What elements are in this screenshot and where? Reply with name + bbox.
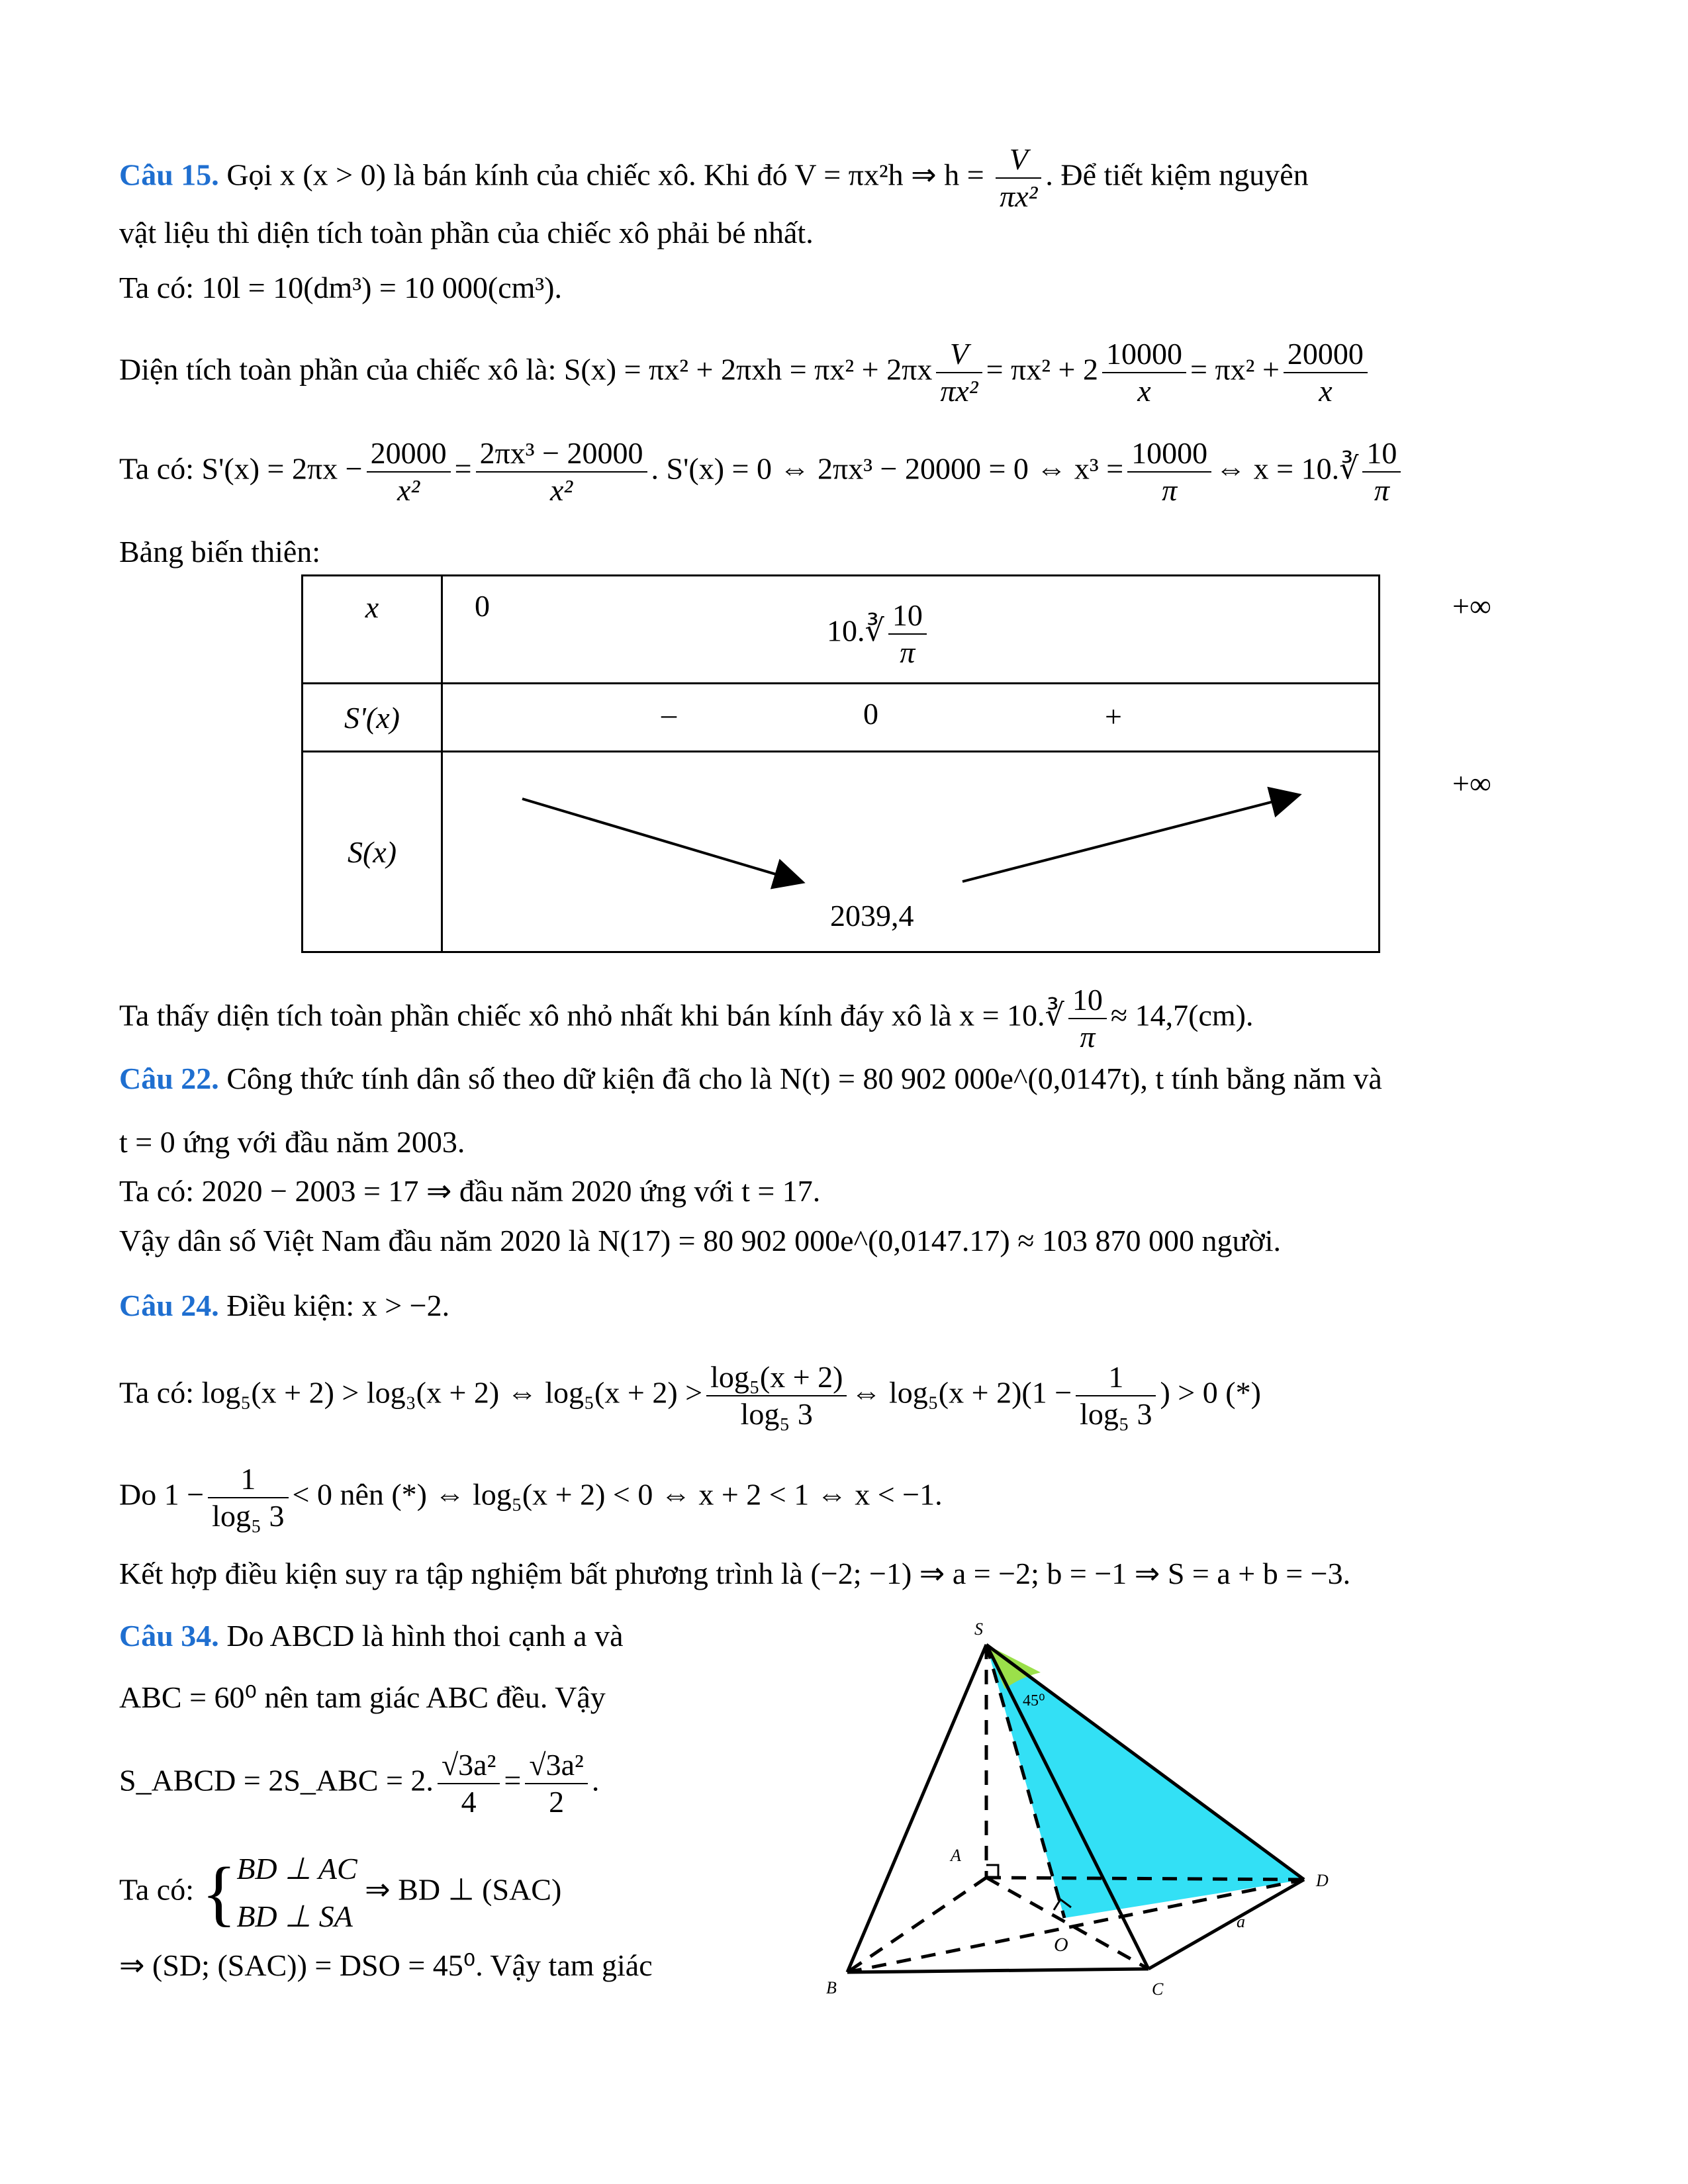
table-cell-x-values bbox=[442, 576, 1491, 684]
frac bbox=[1068, 982, 1107, 1055]
table-cell-func-values bbox=[442, 752, 1491, 952]
x-infinity: +∞ bbox=[1452, 589, 1491, 623]
increasing-arrow bbox=[962, 796, 1297, 882]
decreasing-arrow bbox=[522, 799, 800, 882]
q22-text1: Công thức tính dân số theo dữ kiện đã cho là N(t) = 80 902 000e^(0,0147t), t tính bằng năm và bbox=[226, 1062, 1382, 1095]
q34-line2: ABC = 60⁰ nên tam giác ABC đều. Vậy bbox=[119, 1680, 606, 1714]
frac-num: V bbox=[936, 336, 982, 373]
frac-den: log₅ 3 bbox=[740, 1397, 813, 1431]
table-cell-deriv-values bbox=[442, 684, 1380, 752]
frac-num: 10000 bbox=[1127, 435, 1211, 473]
q34-line1 bbox=[119, 1616, 624, 1656]
q24-l2c: ) > 0 (*) bbox=[1160, 1375, 1261, 1410]
q15-line7 bbox=[119, 982, 1253, 1055]
frac-num: 2πx³ − 20000 bbox=[476, 435, 647, 473]
sign-minus: – bbox=[661, 697, 677, 731]
right-angle-A bbox=[986, 1865, 998, 1878]
system-eq2: BD ⊥ SA bbox=[236, 1899, 353, 1933]
q15-line3: Ta có: 10l = 10(dm³) = 10 000(cm³). bbox=[119, 271, 562, 304]
label-D: D bbox=[1316, 1871, 1329, 1890]
frac bbox=[1284, 336, 1368, 409]
q15-l5a: Ta có: S'(x) = 2πx − bbox=[119, 451, 363, 486]
q24-l2b: ⇔ log₅(x + 2)(1 − bbox=[851, 1375, 1072, 1410]
frac-den: 4 bbox=[461, 1785, 477, 1819]
frac-den: x² bbox=[549, 473, 573, 507]
frac bbox=[1127, 435, 1211, 508]
frac-num: log₅(x + 2) bbox=[706, 1359, 847, 1396]
table-cell-x-header bbox=[303, 576, 442, 684]
variation-arrows bbox=[443, 752, 1383, 951]
frac bbox=[706, 1359, 847, 1432]
table-row-derivative bbox=[303, 684, 1380, 752]
frac-num: √3a² bbox=[525, 1747, 587, 1784]
q34-l3a: S_ABCD = 2S_ABC = 2. bbox=[119, 1763, 434, 1797]
table-cell-func-header bbox=[303, 752, 442, 952]
frac-den: log₅ 3 bbox=[212, 1499, 285, 1533]
q15-text1-end: . Để tiết kiệm nguyên bbox=[1045, 158, 1309, 192]
frac-den: πx² bbox=[1000, 179, 1038, 213]
x-critical-prefix: 10.∛ bbox=[827, 614, 884, 648]
frac-num: V bbox=[996, 142, 1041, 179]
frac-den: π bbox=[1374, 473, 1389, 507]
q24-line1 bbox=[119, 1286, 449, 1326]
frac-num: 10000 bbox=[1102, 336, 1186, 373]
frac-den: 2 bbox=[549, 1785, 565, 1819]
label-a: a bbox=[1237, 1912, 1245, 1931]
frac-den: π bbox=[1162, 473, 1178, 507]
q15-line1 bbox=[119, 142, 1309, 214]
q34-l4b: ⇒ BD ⊥ (SAC) bbox=[365, 1872, 562, 1907]
frac-num: 10 bbox=[1068, 982, 1107, 1019]
pyramid-figure bbox=[821, 1615, 1329, 1999]
q34-label: Câu 34. bbox=[119, 1619, 219, 1653]
frac-num: 1 bbox=[208, 1461, 288, 1498]
frac bbox=[1102, 336, 1186, 409]
frac-den: π bbox=[900, 635, 915, 669]
q24-l3b: < 0 nên (*) ⇔ log₅(x + 2) < 0 ⇔ x + 2 < 1 ⇔ x < −1. bbox=[292, 1477, 943, 1512]
s-infinity: +∞ bbox=[1452, 766, 1491, 800]
sign-plus: + bbox=[1105, 700, 1122, 733]
frac-num: 20000 bbox=[1284, 336, 1368, 373]
q24-line4: Kết hợp điều kiện suy ra tập nghiệm bất phương trình là (−2; −1) ⇒ a = −2; b = −1 ⇒ S = a + b = −3. bbox=[119, 1557, 1351, 1590]
s-minimum: 2039,4 bbox=[830, 899, 914, 933]
q34-l4a: Ta có: bbox=[119, 1872, 195, 1907]
frac-num: √3a² bbox=[438, 1747, 500, 1784]
frac-den: x² bbox=[397, 473, 420, 507]
q24-label: Câu 24. bbox=[119, 1289, 219, 1322]
frac-den: x bbox=[1137, 374, 1151, 408]
q15-label: Câu 15. bbox=[119, 158, 219, 192]
frac-num: 1 bbox=[1076, 1359, 1156, 1396]
frac bbox=[438, 1747, 500, 1820]
q15-l5b: = bbox=[454, 451, 472, 486]
q24-line3 bbox=[119, 1461, 943, 1534]
q15-line6: Bảng biến thiên: bbox=[119, 535, 321, 569]
frac-h bbox=[996, 142, 1041, 214]
label-angle: 45⁰ bbox=[1023, 1692, 1045, 1709]
q34-line4 bbox=[119, 1845, 561, 1940]
q34-l3c: . bbox=[591, 1763, 600, 1797]
x-zero: 0 bbox=[475, 589, 490, 623]
variation-table bbox=[301, 574, 1491, 953]
label-C: C bbox=[1152, 1979, 1164, 1999]
system-eq1: BD ⊥ AC bbox=[236, 1852, 357, 1886]
q15-l4b: = πx² + 2 bbox=[986, 352, 1098, 387]
q22-line4: Vậy dân số Việt Nam đầu năm 2020 là N(17) = 80 902 000e^(0,0147.17) ≈ 103 870 000 người. bbox=[119, 1224, 1282, 1257]
function-header: S(x) bbox=[347, 835, 397, 869]
frac bbox=[1362, 435, 1401, 508]
label-O: O bbox=[1054, 1934, 1068, 1956]
x-critical bbox=[827, 598, 931, 670]
q22-line2: t = 0 ứng với đầu năm 2003. bbox=[119, 1125, 465, 1159]
frac bbox=[367, 435, 451, 508]
q15-l5d: ⇔ x = 10.∛ bbox=[1215, 451, 1359, 486]
frac bbox=[476, 435, 647, 508]
system bbox=[236, 1845, 357, 1940]
derivative-header: S'(x) bbox=[344, 700, 400, 735]
q15-l4c: = πx² + bbox=[1190, 352, 1280, 387]
frac bbox=[936, 336, 982, 409]
table-row-x bbox=[303, 576, 1380, 684]
system-brace: { bbox=[201, 1852, 237, 1933]
frac-den: log₅ 3 bbox=[1080, 1397, 1152, 1431]
frac-den: x bbox=[1319, 374, 1333, 408]
frac bbox=[888, 598, 927, 670]
q22-line3: Ta có: 2020 − 2003 = 17 ⇒ đầu năm 2020 ứng với t = 17. bbox=[119, 1174, 821, 1208]
frac bbox=[208, 1461, 288, 1534]
frac-den: πx² bbox=[940, 374, 978, 408]
q15-line2: vật liệu thì diện tích toàn phần của chiếc xô phải bé nhất. bbox=[119, 216, 814, 250]
edge-BC bbox=[847, 1969, 1149, 1972]
frac-num: 20000 bbox=[367, 435, 451, 473]
table-row-function bbox=[303, 752, 1380, 952]
label-A: A bbox=[951, 1846, 961, 1865]
q15-l4a: Diện tích toàn phần của chiếc xô là: S(x) = πx² + 2πxh = πx² + 2πx bbox=[119, 352, 933, 387]
label-B: B bbox=[826, 1978, 837, 1997]
q15-l5c: . S'(x) = 0 ⇔ 2πx³ − 20000 = 0 ⇔ x³ = bbox=[651, 451, 1124, 486]
q24-l3a: Do 1 − bbox=[119, 1477, 205, 1512]
q24-line2 bbox=[119, 1359, 1261, 1432]
q34-line5: ⇒ (SD; (SAC)) = DSO = 45⁰. Vậy tam giác bbox=[119, 1948, 653, 1982]
q15-l7a: Ta thấy diện tích toàn phần chiếc xô nhỏ nhất khi bán kính đáy xô là x = 10.∛ bbox=[119, 998, 1064, 1032]
q34-line3 bbox=[119, 1747, 599, 1820]
q34-text1: Do ABCD là hình thoi cạnh a và bbox=[226, 1619, 624, 1653]
frac-den: π bbox=[1080, 1020, 1096, 1054]
frac-num: 10 bbox=[888, 598, 927, 635]
q15-line4 bbox=[119, 336, 1372, 409]
label-S: S bbox=[974, 1619, 983, 1639]
derivative-zero: 0 bbox=[863, 697, 878, 731]
q15-text1: Gọi x (x > 0) là bán kính của chiếc xô. Khi đó V = πx²h ⇒ h = bbox=[226, 158, 992, 192]
frac bbox=[525, 1747, 587, 1820]
q22-line1 bbox=[119, 1059, 1382, 1099]
q22-label: Câu 22. bbox=[119, 1062, 219, 1095]
frac-num: 10 bbox=[1362, 435, 1401, 473]
table-cell-deriv-header bbox=[303, 684, 442, 752]
q15-line5 bbox=[119, 435, 1405, 508]
q15-l7b: ≈ 14,7(cm). bbox=[1110, 998, 1254, 1032]
q24-l2a: Ta có: log₅(x + 2) > log₃(x + 2) ⇔ log₅(x + 2) > bbox=[119, 1375, 703, 1410]
x-header: x bbox=[365, 590, 379, 624]
q34-l3b: = bbox=[504, 1763, 522, 1797]
frac bbox=[1076, 1359, 1156, 1432]
q24-text1: Điều kiện: x > −2. bbox=[226, 1289, 450, 1322]
